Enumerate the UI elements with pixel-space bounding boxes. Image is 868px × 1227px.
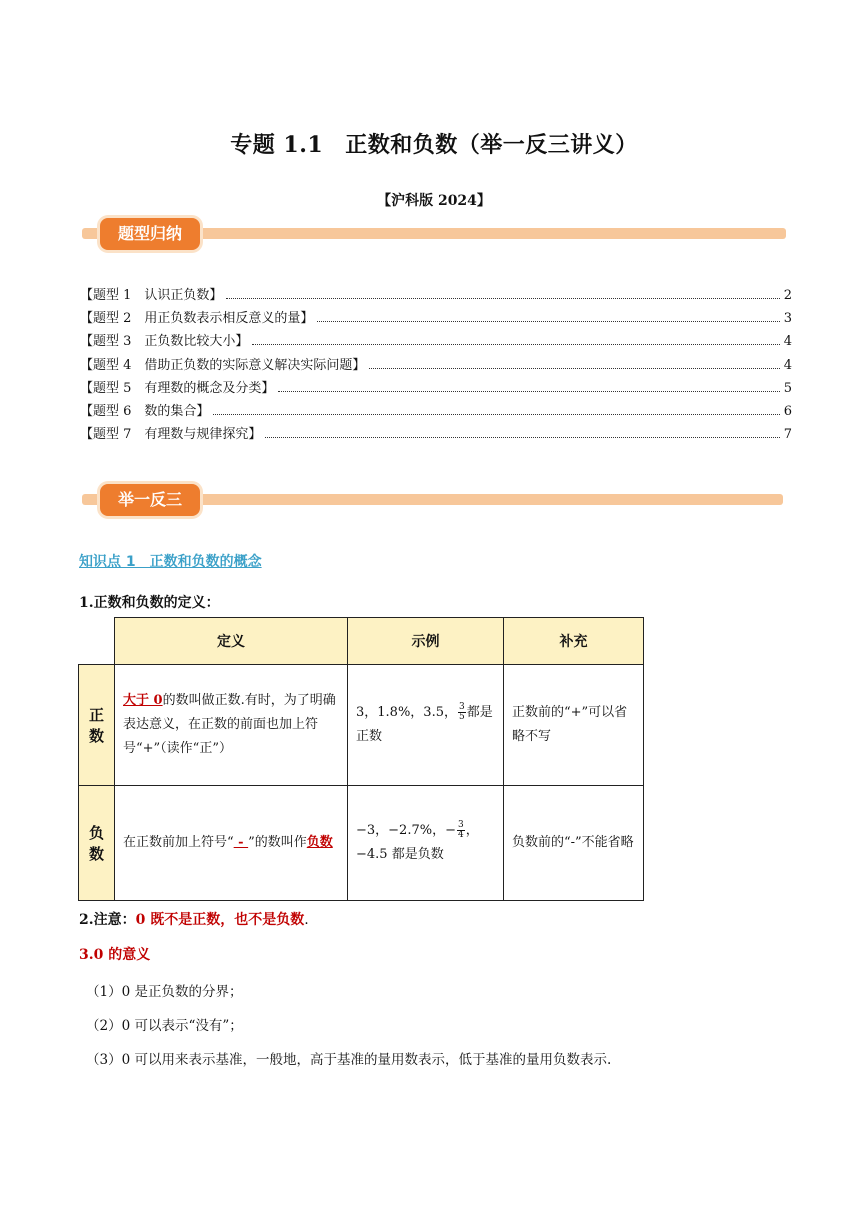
- toc-page-number: 7: [783, 427, 792, 443]
- examples-section-badge: 举一反三: [100, 484, 200, 516]
- toc-item-label: 【题型 6 数的集合】: [80, 403, 210, 419]
- fraction-denominator: 4: [457, 830, 464, 840]
- positive-example-text: 3，1.8%，3.5，: [356, 705, 457, 720]
- negative-definition-text-mid: ”的数叫作: [248, 835, 307, 850]
- row-label-char: 负: [88, 824, 104, 842]
- negative-example-text-end: ，−4.5 都是负数: [356, 823, 479, 862]
- table-corner-cell: [79, 618, 115, 665]
- toc-item[interactable]: [80, 423, 792, 446]
- toc-leader: [226, 298, 780, 299]
- toc-page-number: 6: [783, 403, 792, 419]
- negative-definition-text: 在正数前加上符号“: [123, 835, 234, 850]
- zero-meaning-item: （1）0 是正负数的分界；: [86, 984, 243, 1000]
- column-header-example: 示例: [348, 618, 504, 665]
- toc-item-label: 【题型 4 借助正负数的实际意义解决实际问题】: [80, 357, 366, 373]
- zero-meaning-item: （3）0 可以用来表示基准，一般地，高于基准的量用数表示，低于基准的量用负数表示.: [86, 1052, 612, 1068]
- row-label-char: 数: [88, 727, 104, 745]
- toc-item-label: 【题型 1 认识正负数】: [80, 288, 223, 303]
- title-main: 正数和负数（举一反三讲义）: [345, 132, 638, 158]
- toc-leader: [265, 437, 780, 438]
- column-header-definition: 定义: [115, 618, 348, 665]
- negative-example-cell: [348, 786, 504, 901]
- toc-page-number: 5: [783, 380, 792, 396]
- negative-highlight: 负数: [306, 835, 333, 850]
- toc-item-label: 【题型 3 正负数比较大小】: [80, 334, 249, 350]
- positive-example-text-end: 都是正数: [356, 705, 493, 744]
- page-title: [0, 128, 868, 159]
- toc-item[interactable]: [80, 284, 792, 307]
- toc-page-number: 3: [783, 311, 792, 327]
- row-label-positive: [79, 665, 115, 786]
- toc-page-number: 2: [783, 288, 792, 303]
- definition-table: [78, 617, 644, 901]
- positive-definition-cell: [115, 665, 348, 786]
- fraction-numerator: 3: [457, 820, 464, 830]
- table-row-positive: [79, 665, 644, 786]
- fraction: [457, 821, 465, 840]
- toc-page-number: 4: [783, 357, 792, 373]
- toc-page-number: 4: [783, 334, 792, 350]
- negative-note-cell: 负数前的“-”不能省略: [504, 786, 644, 901]
- positive-definition-text: 的数叫做正数.有时，为了明确表达意义，在正数的前面也加上符号“+”（读作“正”）: [123, 693, 336, 756]
- negative-sign-highlight: -: [233, 835, 249, 850]
- toc-leader: [213, 414, 780, 415]
- toc-item[interactable]: [80, 400, 792, 423]
- table-of-contents: [80, 284, 792, 446]
- toc-item-label: 【题型 2 用正负数表示相反意义的量】: [80, 311, 314, 327]
- toc-leader: [252, 344, 780, 345]
- toc-item[interactable]: [80, 330, 792, 353]
- positive-note-cell: 正数前的“+”可以省略不写: [504, 665, 644, 786]
- toc-item[interactable]: [80, 377, 792, 400]
- row-label-negative: [79, 786, 115, 901]
- title-prefix: 专题 1.1: [230, 132, 324, 158]
- toc-item-label: 【题型 7 有理数与规律探究】: [80, 427, 262, 443]
- zero-meaning-item: （2）0 可以表示“没有”；: [86, 1018, 243, 1034]
- toc-item[interactable]: [80, 354, 792, 377]
- notice-line: [79, 909, 309, 929]
- fraction-numerator: 3: [458, 702, 465, 712]
- column-header-supplement: 补充: [504, 618, 644, 665]
- row-label-char: 数: [88, 845, 104, 863]
- negative-definition-cell: [115, 786, 348, 901]
- zero-meaning-heading: 3.0 的意义: [79, 947, 151, 963]
- notice-label: 2.注意：: [79, 912, 136, 928]
- table-header-row: [79, 618, 644, 665]
- notice-end: .: [304, 912, 309, 928]
- types-section-badge: 题型归纳: [100, 218, 200, 250]
- positive-example-cell: [348, 665, 504, 786]
- row-label-char: 正: [88, 706, 104, 724]
- definition-heading: 1.正数和负数的定义：: [79, 595, 220, 611]
- toc-item[interactable]: [80, 307, 792, 330]
- fraction: [458, 703, 466, 722]
- toc-leader: [317, 321, 780, 322]
- positive-highlight: 大于 0: [123, 693, 163, 708]
- table-row-negative: [79, 786, 644, 901]
- negative-example-text: −3，−2.7%，−: [356, 823, 456, 838]
- toc-item-label: 【题型 5 有理数的概念及分类】: [80, 380, 275, 396]
- notice-text: 0 既不是正数，也不是负数: [135, 912, 305, 928]
- edition-label: 【沪科版 2024】: [377, 193, 491, 209]
- toc-leader: [278, 391, 780, 392]
- toc-leader: [369, 368, 780, 369]
- fraction-denominator: 5: [458, 712, 465, 722]
- knowledge-point-heading: 知识点 1 正数和负数的概念: [79, 554, 262, 570]
